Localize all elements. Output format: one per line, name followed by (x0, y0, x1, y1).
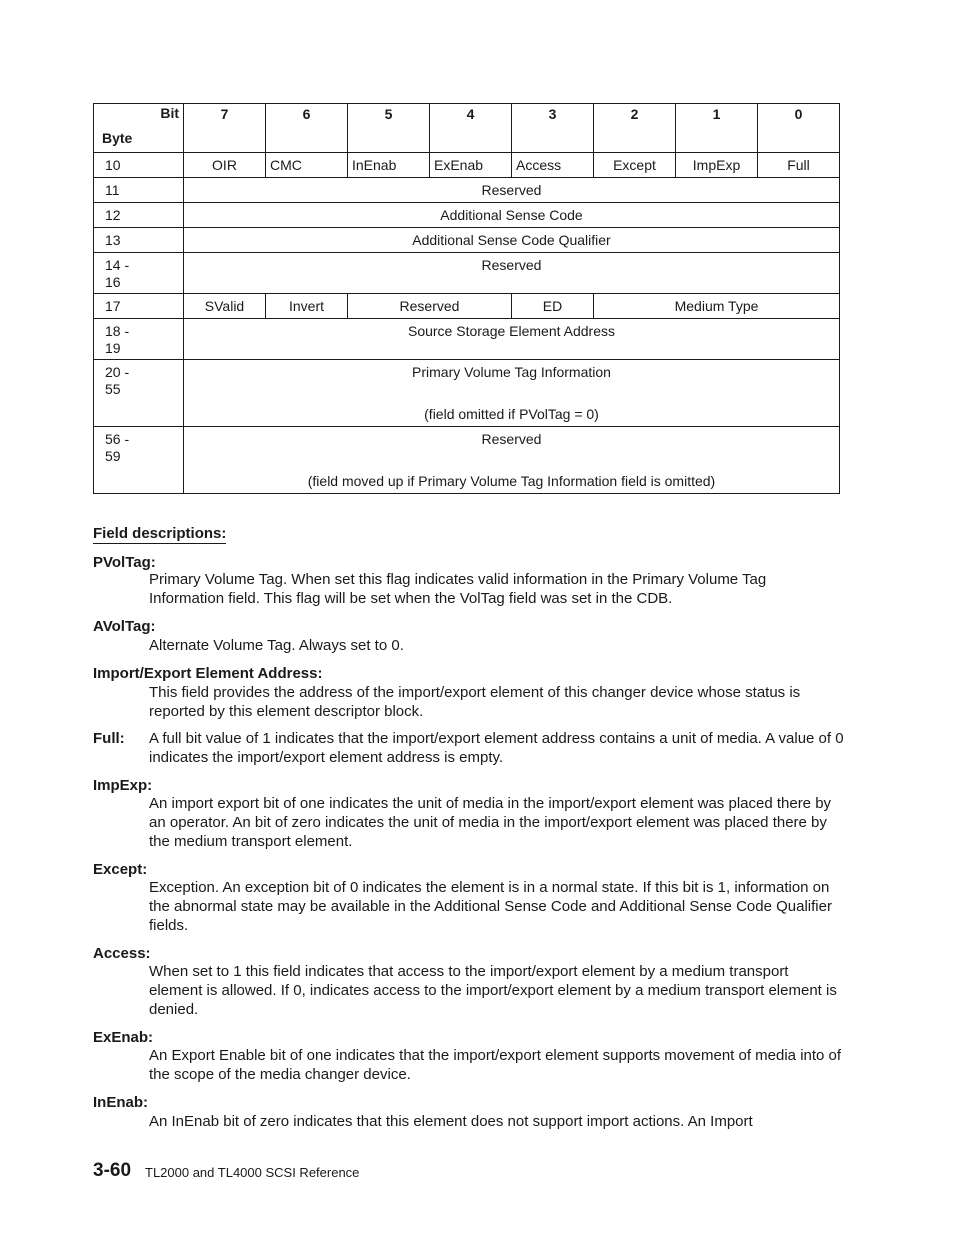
field-note: (field moved up if Primary Volume Tag Information field is omitted) (307, 473, 716, 489)
field-text: Primary Volume Tag Information (412, 364, 611, 380)
desc-avoltag: Alternate Volume Tag. Always set to 0. (149, 637, 404, 654)
field-text: Additional Sense Code (440, 207, 583, 223)
bit-cell-inenab (348, 153, 430, 178)
table-row (94, 203, 840, 228)
byte-cell (94, 294, 184, 319)
desc-impexp: An import export bit of one indicates the unit of media in the import/export element was placed there by an operator. An bit of zero indicates the unit of media in the import/export element was placed there by the medium transport element. (149, 795, 832, 850)
bit-header-4: 4 (430, 104, 512, 153)
cell-text: Full (787, 157, 810, 173)
bit-cell-except (594, 153, 676, 178)
footer-title: TL2000 and TL4000 SCSI Reference (145, 1165, 360, 1180)
table-row (94, 153, 840, 178)
corner-bit-label: Bit (160, 105, 179, 121)
cell-text: Reserved (399, 298, 460, 314)
field-text: Reserved (481, 182, 542, 198)
byte-cell (94, 203, 184, 228)
corner-byte-label: Byte (102, 130, 133, 146)
bit-header-0: 0 (758, 104, 840, 153)
field-cell (184, 427, 840, 494)
bit-cell-impexp (676, 153, 758, 178)
byte-label: 17 (105, 298, 121, 314)
table-row (94, 427, 840, 494)
table-header-row (94, 104, 840, 153)
byte-label: 59 (105, 448, 121, 464)
cell-text: SValid (204, 298, 245, 314)
table-corner-cell (94, 104, 184, 153)
cell-text: OIR (212, 157, 237, 173)
bit-cell-exenab (430, 153, 512, 178)
byte-cell (94, 153, 184, 178)
term-exenab: ExEnab: (93, 1029, 154, 1046)
byte-label: 14 - (105, 257, 130, 273)
field-text: Additional Sense Code Qualifier (412, 232, 611, 248)
cell-text: ED (542, 298, 563, 314)
cell-text: ImpExp (692, 157, 741, 173)
table-row (94, 178, 840, 203)
byte-label: 10 (105, 157, 121, 173)
byte-cell (94, 178, 184, 203)
byte-cell (94, 319, 184, 360)
field-cell (184, 319, 840, 360)
term-inenab: InEnab: (93, 1094, 148, 1111)
bit-header-3: 3 (512, 104, 594, 153)
bit-cell-medium-type (594, 294, 840, 319)
table-row (94, 360, 840, 427)
desc-exenab: An Export Enable bit of one indicates that the import/export element supports movement of media into of the scope of the media changer device. (149, 1047, 842, 1083)
bit-header-5: 5 (348, 104, 430, 153)
term-import-export-address: Import/Export Element Address: (93, 665, 323, 682)
bit-cell-svalid (184, 294, 266, 319)
desc-inenab: An InEnab bit of zero indicates that this element does not support import actions. An Import (149, 1113, 753, 1130)
field-descriptions-heading: Field descriptions: (93, 525, 227, 542)
bit-cell-invert (266, 294, 348, 319)
bit-header-2: 2 (594, 104, 676, 153)
cell-text: CMC (270, 157, 302, 173)
cell-text: InEnab (352, 157, 397, 173)
desc-import-export-address: This field provides the address of the import/export element of this changer device whose status is reported by this element descriptor block. (149, 684, 801, 720)
field-text: Reserved (481, 431, 542, 447)
byte-label: 13 (105, 232, 121, 248)
bit-cell-cmc (266, 153, 348, 178)
byte-label: 16 (105, 274, 121, 290)
term-access: Access: (93, 945, 151, 962)
byte-label: 18 - (105, 323, 130, 339)
bit-header-6: 6 (266, 104, 348, 153)
page-number: 3-60 (93, 1160, 132, 1181)
field-cell (184, 228, 840, 253)
element-descriptor-table (93, 103, 840, 494)
byte-label: 20 - (105, 364, 130, 380)
cell-text: Invert (288, 298, 324, 314)
byte-cell (94, 228, 184, 253)
table-row (94, 253, 840, 294)
bit-cell-access (512, 153, 594, 178)
table-row (94, 294, 840, 319)
bit-cell-oir (184, 153, 266, 178)
term-full: Full: (93, 730, 125, 747)
term-avoltag: AVolTag: (93, 618, 156, 635)
desc-full: A full bit value of 1 indicates that the import/export element address contains a unit of media. A value of 0 indicates the import/export element address is empty. (149, 730, 844, 766)
term-impexp: ImpExp: (93, 777, 153, 794)
cell-text: Medium Type (674, 298, 759, 314)
field-text: Reserved (481, 257, 542, 273)
byte-label: 19 (105, 340, 121, 356)
bit-cell-reserved (348, 294, 512, 319)
field-cell (184, 253, 840, 294)
term-except: Except: (93, 861, 148, 878)
field-cell (184, 203, 840, 228)
byte-cell (94, 253, 184, 294)
byte-cell (94, 427, 184, 494)
field-note: (field omitted if PVolTag = 0) (424, 406, 599, 422)
table-row (94, 319, 840, 360)
term-pvoltag: PVolTag: (93, 554, 156, 571)
bit-header-7: 7 (184, 104, 266, 153)
cell-text: Except (613, 157, 656, 173)
byte-cell (94, 360, 184, 427)
cell-text: ExEnab (434, 157, 484, 173)
bit-cell-ed (512, 294, 594, 319)
table-row (94, 228, 840, 253)
field-cell (184, 360, 840, 427)
cell-text: Access (516, 157, 562, 173)
desc-pvoltag: Primary Volume Tag. When set this flag indicates valid information in the Primary Volume Tag Information field. This flag will be set when the VolTag field was set in the CDB. (149, 571, 767, 607)
field-cell (184, 178, 840, 203)
byte-label: 12 (105, 207, 121, 223)
desc-except: Exception. An exception bit of 0 indicates the element is in a normal state. If this bit is 1, information on the abnormal state may be available in the Additional Sense Code and Additional Sense Code Qualifier fields. (149, 879, 832, 934)
byte-label: 55 (105, 381, 121, 397)
bit-cell-full (758, 153, 840, 178)
bit-header-1: 1 (676, 104, 758, 153)
desc-access: When set to 1 this field indicates that access to the import/export element by a medium transport element is allowed. If 0, indicates access to the import/export element by a medium transport element is denied. (149, 963, 837, 1018)
byte-label: 56 - (105, 431, 130, 447)
field-text: Source Storage Element Address (407, 323, 615, 339)
byte-label: 11 (105, 182, 120, 198)
